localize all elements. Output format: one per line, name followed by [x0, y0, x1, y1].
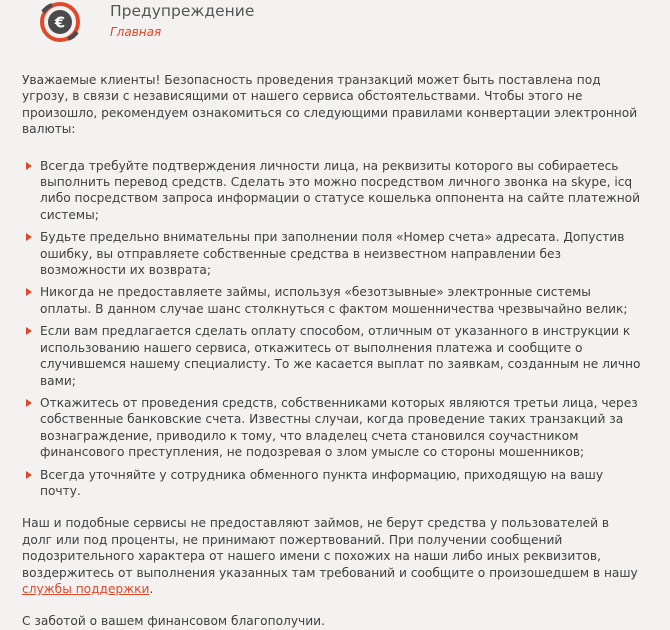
- rule-text: Всегда уточняйте у сотрудника обменного пункта информацию, приходящую на вашу почту.: [40, 467, 604, 498]
- closing-paragraph: С заботой о вашем финансовом благополучии.: [22, 614, 325, 629]
- breadcrumb-home-link[interactable]: Главная: [110, 25, 162, 39]
- euro-warning-logo: [40, 2, 80, 42]
- intro-paragraph: Уважаемые клиенты! Безопасность проведения транзакций может быть поставлена под угрозу, в связи с независящими от нашего сервиса обстоятельствами. Чтобы этого не произошло, рекомендуем ознакомиться со следующими правилами конвертации электронной валюты:: [22, 73, 638, 137]
- list-item: [22, 284, 642, 317]
- outro-end: .: [149, 581, 154, 596]
- rules-list: [22, 158, 642, 500]
- svg-text:€: €: [54, 13, 66, 32]
- list-item: [22, 229, 642, 278]
- list-item: [22, 323, 642, 389]
- bullet-triangle-icon: [26, 288, 32, 296]
- page-title: Предупреждение: [110, 2, 255, 20]
- outro-text: Наш и подобные сервисы не предоставляют займов, не берут средства у пользователей в долг или под проценты, не принимают пожертвований. При получении сообщений подозрительного характера от нашего имени с похожих на наши либо иных реквизитов, воздержитесь от выполнения указанных там требований и сообщите о произошедшем в нашу: [22, 516, 638, 580]
- bullet-triangle-icon: [26, 162, 32, 170]
- rule-text: Никогда не предоставляете займы, используя «безотзывные» электронные системы оплаты. В данном случае шанс столкнуться с фактом мошенничества чрезвычайно велик;: [40, 285, 628, 316]
- rule-text: Будьте предельно внимательны при заполнении поля «Номер счета» адресата. Допустив ошибку, вы отправляете собственные средства в неизвестном направлении без возможности их возврата;: [40, 230, 625, 278]
- bullet-triangle-icon: [26, 471, 32, 479]
- euro-warning-icon: [40, 2, 80, 42]
- rule-text: Если вам предлагается сделать оплату способом, отличным от указанного в инструкции к использованию нашего сервиса, откажитесь от выполнения платежа и сообщите о случившемся нашему специалисту. То же касается выплат по заявкам, созданным не лично вами;: [40, 324, 641, 388]
- list-item: [22, 467, 642, 500]
- rule-text: Откажитесь от проведения средств, собственниками которых являются третьи лица, через собственные банковские счета. Известны случаи, когда проведение таких транзакций за вознаграждение, приводило к тому, что владелец счета становился соучастником финансового преступления, не подозревая о злом умысле со стороны мошенников;: [40, 395, 638, 460]
- bullet-triangle-icon: [26, 399, 32, 407]
- rule-text: Всегда требуйте подтверждения личности лица, на реквизиты которого вы собираетесь выполнить перевод средств. Сделать это можно посредством личного звонка на skype, icq либо посредством запроса информации о статусе кошелька оппонента на сайте платежной системы;: [40, 158, 641, 222]
- bullet-triangle-icon: [26, 233, 32, 241]
- warning-content: [22, 72, 642, 630]
- outro-paragraph: [22, 515, 642, 597]
- header: [0, 0, 670, 62]
- list-item: [22, 395, 642, 461]
- list-item: [22, 158, 642, 224]
- bullet-triangle-icon: [26, 327, 32, 335]
- support-link[interactable]: службы поддержки: [22, 581, 150, 596]
